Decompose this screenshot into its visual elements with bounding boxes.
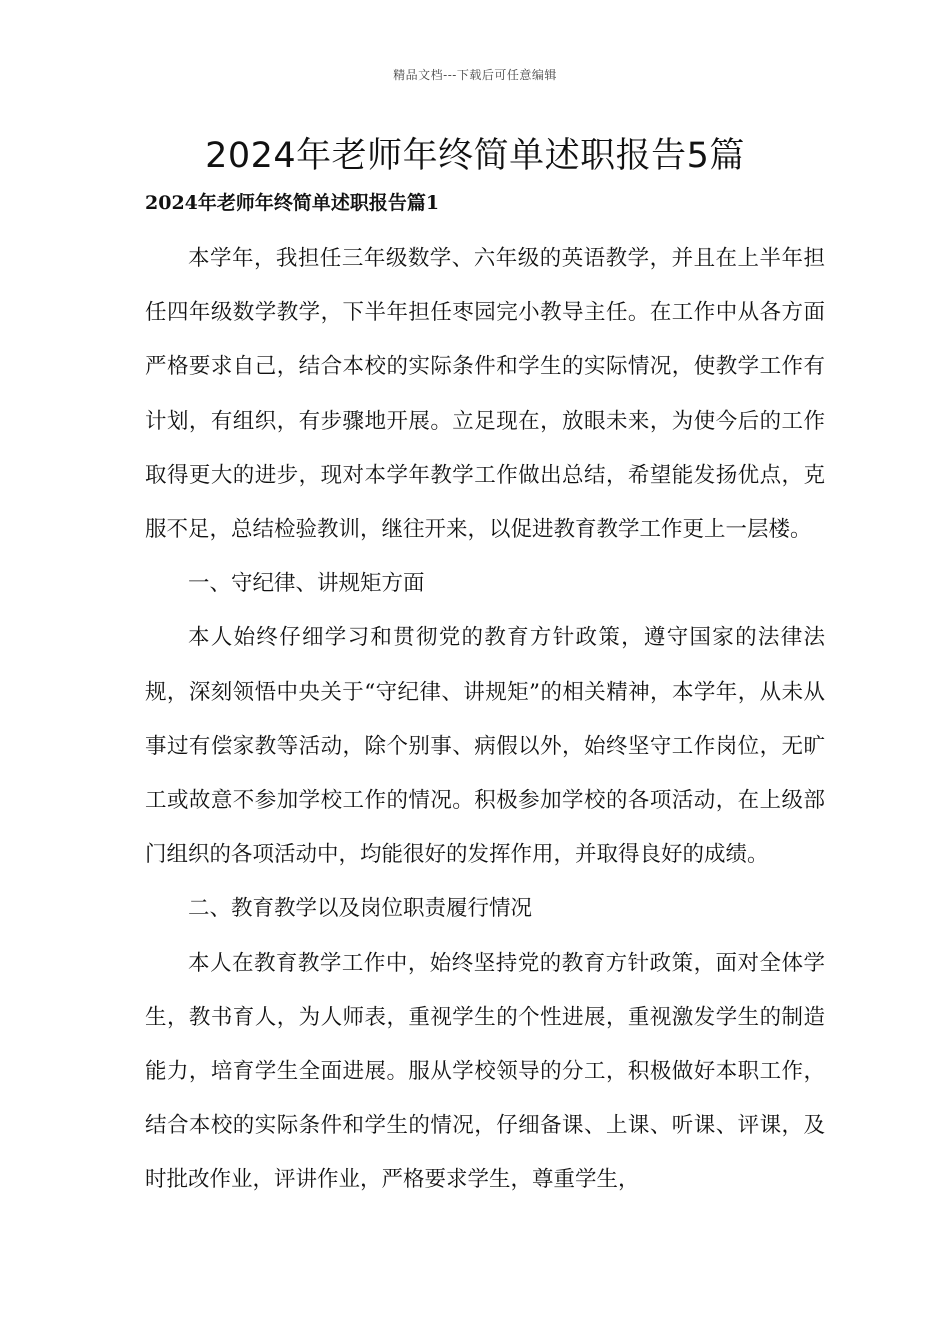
section-title: 2024年老师年终简单述职报告篇1 [145, 192, 440, 214]
paragraph-discipline: 本人始终仔细学习和贯彻党的教育方针政策，遵守国家的法律法规，深刻领悟中央关于“守纪律、讲规矩”的相关精神，本学年，从未从事过有偿家教等活动，除个别事、病假以外，始终坚守工作岗位，无旷工或故意不参加学校工作的情况。积极参加学校的各项活动，在上级部门组织的各项活动中，均能很好的发挥作用，并取得良好的成绩。 [145, 625, 825, 868]
subheading-discipline: 一、守纪律、讲规矩方面 [188, 571, 425, 597]
subheading-teaching-duties: 二、教育教学以及岗位职责履行情况 [188, 896, 533, 922]
paragraph-intro: 本学年，我担任三年级数学、六年级的英语教学，并且在上半年担任四年级数学教学，下半年担任枣园完小教导主任。在工作中从各方面严格要求自己，结合本校的实际条件和学生的实际情况，使教学工作有计划，有组织，有步骤地开展。立足现在，放眼未来，为使今后的工作取得更大的进步，现对本学年教学工作做出总结，希望能发扬优点，克服不足，总结检验教训，继往开来，以促进教育教学工作更上一层楼。 [145, 246, 825, 543]
document-body [145, 232, 825, 1208]
header-note: 精品文档---下载后可任意编辑 [393, 68, 557, 82]
paragraph-teaching-duties: 本人在教育教学工作中，始终坚持党的教育方针政策，面对全体学生，教书育人，为人师表，重视学生的个性进展，重视激发学生的制造能力，培育学生全面进展。服从学校领导的分工，积极做好本职工作，结合本校的实际条件和学生的情况，仔细备课、上课、听课、评课，及时批改作业，评讲作业，严格要求学生，尊重学生， [145, 950, 825, 1193]
document-title: 2024年老师年终简单述职报告5篇 [205, 136, 745, 176]
